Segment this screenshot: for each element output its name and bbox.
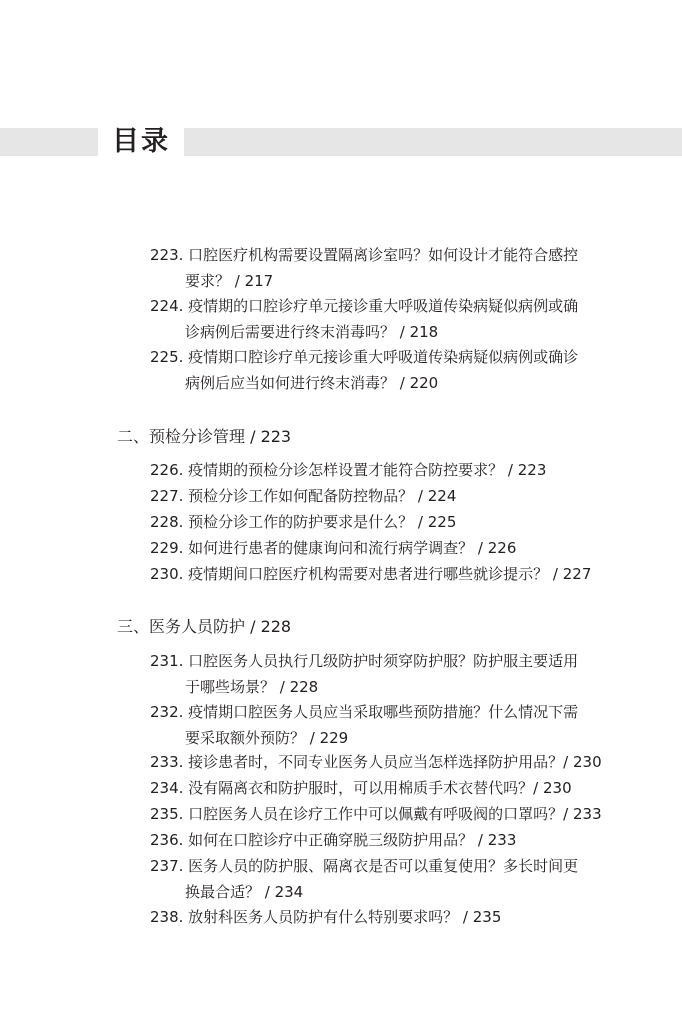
toc-entry[interactable] xyxy=(150,509,590,535)
toc-entry[interactable] xyxy=(150,853,590,905)
toc-entry-line: 231. 口腔医务人员执行几级防护时须穿防护服？防护服主要适用 xyxy=(150,652,579,670)
toc-entry[interactable] xyxy=(150,535,590,561)
toc-entry-line: 229. 如何进行患者的健康询问和流行病学调查？ / 226 xyxy=(150,539,517,557)
toc-entry[interactable] xyxy=(150,344,590,396)
toc-entry[interactable] xyxy=(150,801,602,827)
title-box xyxy=(98,118,184,164)
toc-entry-line: 于哪些场景？ / 228 xyxy=(185,678,319,696)
toc-entry[interactable] xyxy=(150,293,590,345)
toc-entry[interactable] xyxy=(150,242,590,294)
toc-entry-line: 232. 疫情期口腔医务人员应当采取哪些预防措施？什么情况下需 xyxy=(150,703,579,721)
toc-entry-line: 226. 疫情期的预检分诊怎样设置才能符合防控要求？ / 223 xyxy=(150,461,547,479)
toc-entry-line: 237. 医务人员的防护服、隔离衣是否可以重复使用？多长时间更 xyxy=(150,857,579,875)
toc-entry[interactable] xyxy=(150,457,590,483)
toc-entry-line: 234. 没有隔离衣和防护服时，可以用棉质手术衣替代吗？/ 230 xyxy=(150,779,572,797)
toc-entry-line: 225. 疫情期口腔诊疗单元接诊重大呼吸道传染病疑似病例或确诊 xyxy=(150,348,579,366)
toc-entry[interactable] xyxy=(150,699,590,751)
toc-entry[interactable] xyxy=(150,561,590,587)
toc-entry[interactable] xyxy=(150,904,590,930)
toc-entry-line: 换最合适？ / 234 xyxy=(185,883,304,901)
toc-entry-line: 235. 口腔医务人员在诊疗工作中可以佩戴有呼吸阀的口罩吗？/ 233 xyxy=(150,805,602,823)
page-title: 目录 xyxy=(112,125,170,157)
toc-entry-line: 要求？ / 217 xyxy=(185,272,274,290)
toc-entry-line: 诊病例后需要进行终末消毒吗？ / 218 xyxy=(185,323,439,341)
section-heading[interactable]: 三、医务人员防护 / 228 xyxy=(117,617,292,636)
toc-entry-line: 要采取额外预防？ / 229 xyxy=(185,729,349,747)
toc-entry[interactable] xyxy=(150,827,590,853)
toc-entry-line: 228. 预检分诊工作的防护要求是什么？ / 225 xyxy=(150,513,457,531)
toc-entry-line: 223. 口腔医疗机构需要设置隔离诊室吗？如何设计才能符合感控 xyxy=(150,246,579,264)
section-heading[interactable]: 二、预检分诊管理 / 223 xyxy=(117,427,292,446)
toc-entry[interactable] xyxy=(150,483,590,509)
toc-entry-line: 236. 如何在口腔诊疗中正确穿脱三级防护用品？ / 233 xyxy=(150,831,517,849)
toc-entry-line: 224. 疫情期的口腔诊疗单元接诊重大呼吸道传染病疑似病例或确 xyxy=(150,297,579,315)
toc-entry[interactable] xyxy=(150,749,602,775)
toc-entry-line: 病例后应当如何进行终末消毒？ / 220 xyxy=(185,374,439,392)
toc-entry-line: 230. 疫情期间口腔医疗机构需要对患者进行哪些就诊提示？ / 227 xyxy=(150,565,592,583)
toc-entry-line: 233. 接诊患者时，不同专业医务人员应当怎样选择防护用品？/ 230 xyxy=(150,753,602,771)
toc-entry-line: 238. 放射科医务人员防护有什么特别要求吗？ / 235 xyxy=(150,908,502,926)
toc-entry[interactable] xyxy=(150,775,590,801)
toc-entry-line: 227. 预检分诊工作如何配备防控物品？ / 224 xyxy=(150,487,457,505)
toc-entry[interactable] xyxy=(150,648,590,700)
